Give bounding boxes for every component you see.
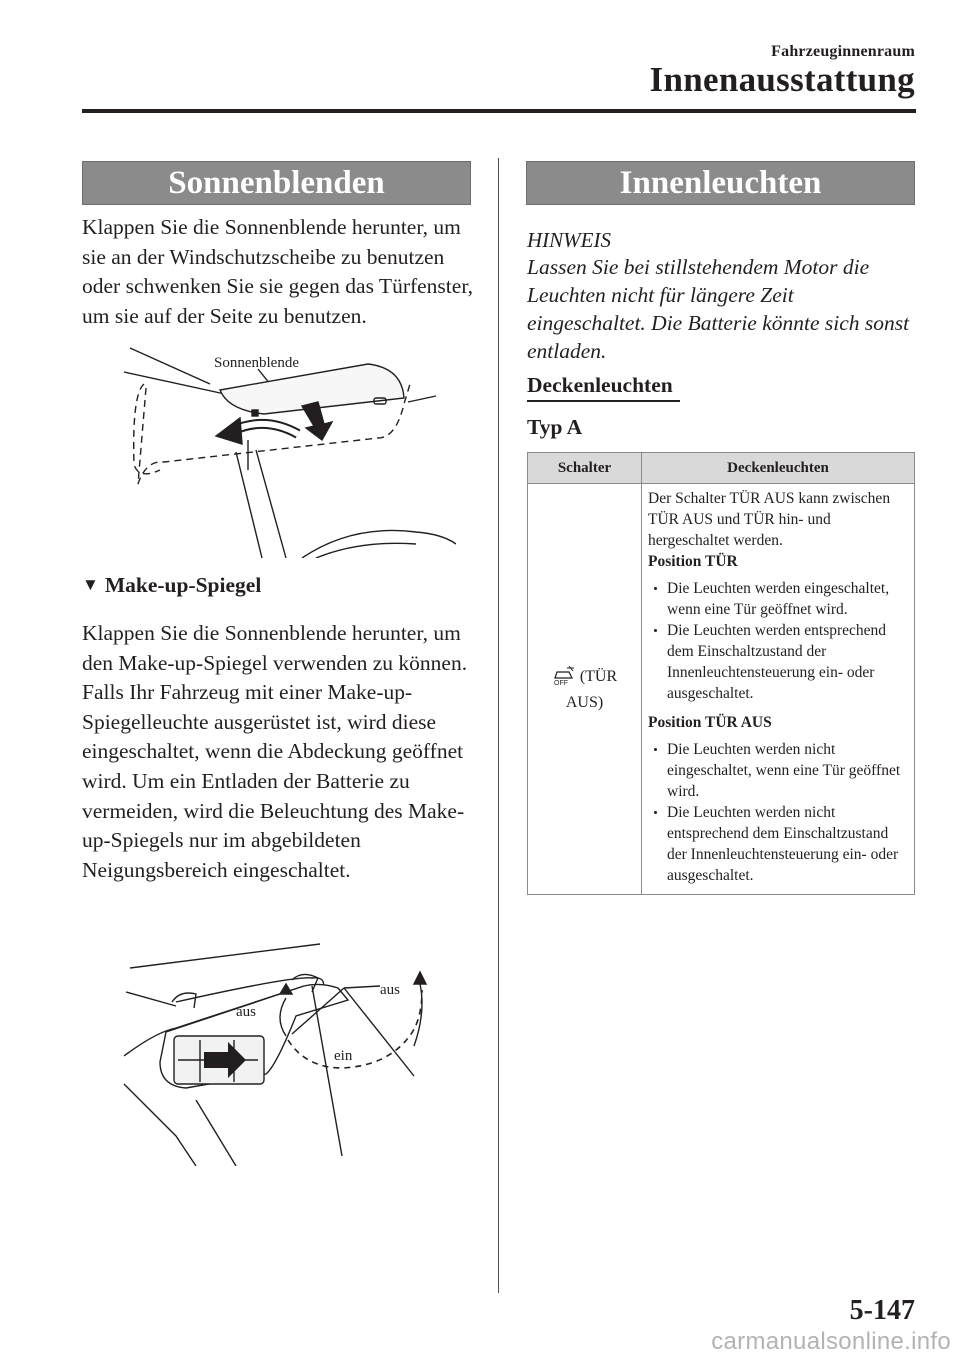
table-row xyxy=(528,484,915,895)
switch-icon-text: OFF xyxy=(553,679,568,686)
label-sonnenblende: Sonnenblende xyxy=(214,355,299,371)
subheading-make-up xyxy=(82,573,261,598)
list-item: Die Leuchten werden entsprechend dem Einschaltzustand der Innenleuchtensteuerung ein- oder ausgeschaltet. xyxy=(648,620,908,704)
switch-cell xyxy=(528,484,642,895)
description-cell xyxy=(642,484,915,895)
list-item: Die Leuchten werden eingeschaltet, wenn eine Tür geöffnet wird. xyxy=(648,578,908,620)
position-tuer-list xyxy=(648,578,908,704)
section-banner-innenleuchten: Innenleuchten xyxy=(526,161,915,205)
list-item: Die Leuchten werden nicht eingeschaltet, wenn eine Tür geöffnet wird. xyxy=(648,739,908,802)
header-rule xyxy=(82,109,916,113)
watermark: carmanualsonline.info xyxy=(711,1328,951,1355)
note-text: Lassen Sie bei stillstehendem Motor die Leuchten nicht für längere Zeit eingeschaltet. Die Batterie könnte sich sonst entladen. xyxy=(527,255,910,363)
table-header-row xyxy=(528,453,915,484)
label-aus-right: aus xyxy=(380,982,400,998)
header-schalter: Schalter xyxy=(528,453,642,484)
heading-deckenleuchten: Deckenleuchten xyxy=(527,373,673,397)
position-tuer-aus-list xyxy=(648,739,908,886)
make-up-mirror-illustration xyxy=(116,936,446,1166)
sun-visor-illustration xyxy=(116,344,456,558)
heading-underline xyxy=(527,400,680,402)
position-tuer-aus-title: Position TÜR AUS xyxy=(648,714,772,731)
label-ein: ein xyxy=(334,1048,353,1064)
subheading-text: Make-up-Spiegel xyxy=(104,573,262,597)
page-title: Innenausstattung xyxy=(649,60,915,99)
switch-table xyxy=(527,452,915,895)
section-label: Fahrzeuginnenraum xyxy=(771,43,915,60)
position-tuer-title: Position TÜR xyxy=(648,553,738,570)
column-divider xyxy=(498,158,499,1293)
note-title: HINWEIS xyxy=(527,228,611,252)
list-item: Die Leuchten werden nicht entsprechend dem Einschaltzustand der Innenleuchtensteuerung ein- oder ausgeschaltet. xyxy=(648,802,908,886)
page-number: 5-147 xyxy=(849,1295,915,1326)
section-banner-sonnenblenden: Sonnenblenden xyxy=(82,161,471,205)
door-off-switch-icon xyxy=(552,666,576,692)
switch-label: (TÜR AUS) xyxy=(565,667,618,711)
make-up-mirror-figure xyxy=(116,936,446,1166)
label-aus-left: aus xyxy=(236,1004,256,1020)
type-label: Typ A xyxy=(527,415,583,439)
triangle-bullet-icon: ▼ xyxy=(82,575,99,594)
switch-intro: Der Schalter TÜR AUS kann zwischen TÜR AUS und TÜR hin- und hergeschaltet werden. xyxy=(648,490,891,549)
header-deckenleuchten: Deckenleuchten xyxy=(642,453,915,484)
intro-paragraph: Klappen Sie die Sonnenblende herunter, um sie an der Windschutzscheibe zu benutzen oder schwenken Sie sie gegen das Türfenster, um sie auf der Seite zu benutzen. xyxy=(82,215,473,328)
sun-visor-figure xyxy=(116,344,456,558)
make-up-paragraph: Klappen Sie die Sonnenblende herunter, um den Make-up-Spiegel verwenden zu können. Falls Ihr Fahrzeug mit einer Make-up-Spiegelleuchte ausgerüstet ist, wird diese eingeschaltet, wenn die Abdeckung geöffnet wird. Um ein Entladen der Batterie zu vermeiden, wird die Beleuchtung des Make-up-Spiegels nur im abgebildeten Neigungsbereich eingeschaltet. xyxy=(82,621,468,882)
